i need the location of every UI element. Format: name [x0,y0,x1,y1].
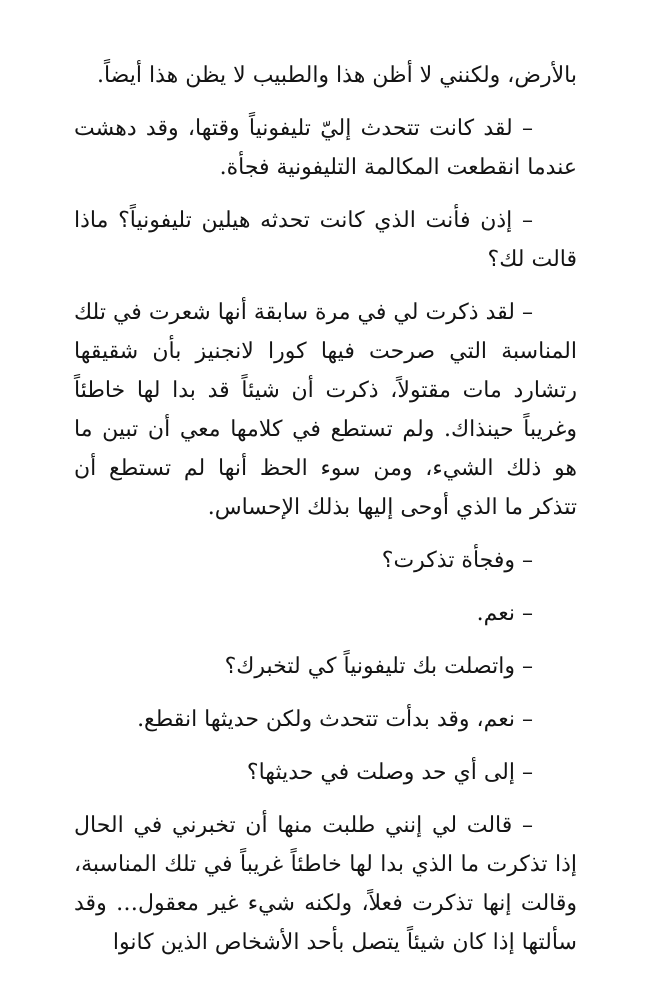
paragraph-8: – نعم، وقد بدأت تتحدث ولكن حديثها انقطع. [137,707,533,732]
paragraph-2: – لقد كانت تتحدث إليّ تليفونياً وقتها، وقد دهشت عندما انقطعت المكالمة التليفونية فجأة. [74,116,577,180]
paragraph-5: – وفجأة تذكرت؟ [381,548,533,573]
paragraph-9: – إلى أي حد وصلت في حديثها؟ [246,760,533,785]
paragraph-3: – إذن فأنت الذي كانت تحدثه هيلين تليفونياً؟ ماذا قالت لك؟ [74,208,577,272]
book-page [74,56,577,976]
paragraph-10: – قالت لي إنني طلبت منها أن تخبرني في الحال إذا تذكرت ما الذي بدا لها خاطئاً غريباً في تلك المناسبة، وقالت إنها تذكرت فعلاً، ولكنه شيء غير معقول… وقد سألتها إذا كان شيئاً يتصل بأحد الأشخاص الذين كانوا [74,813,577,955]
paragraph-1: بالأرض، ولكنني لا أظن هذا والطبيب لا يظن هذا أيضاً. [96,63,577,88]
paragraph-6: – نعم. [476,601,533,626]
paragraph-4: – لقد ذكرت لي في مرة سابقة أنها شعرت في تلك المناسبة التي صرحت فيها كورا لانجنيز بأن شقيقها رتشارد مات مقتولاً، ذكرت أن شيئاً قد بدا لها خاطئاً وغريباً حينذاك. ولم تستطع في كلامها معي أن تبين ما هو ذلك الشيء، ومن سوء الحظ أنها لم تستطع أن تتذكر ما الذي أوحى إليها بذلك الإحساس. [74,300,577,520]
paragraph-7: – واتصلت بك تليفونياً كي لتخبرك؟ [224,654,533,679]
